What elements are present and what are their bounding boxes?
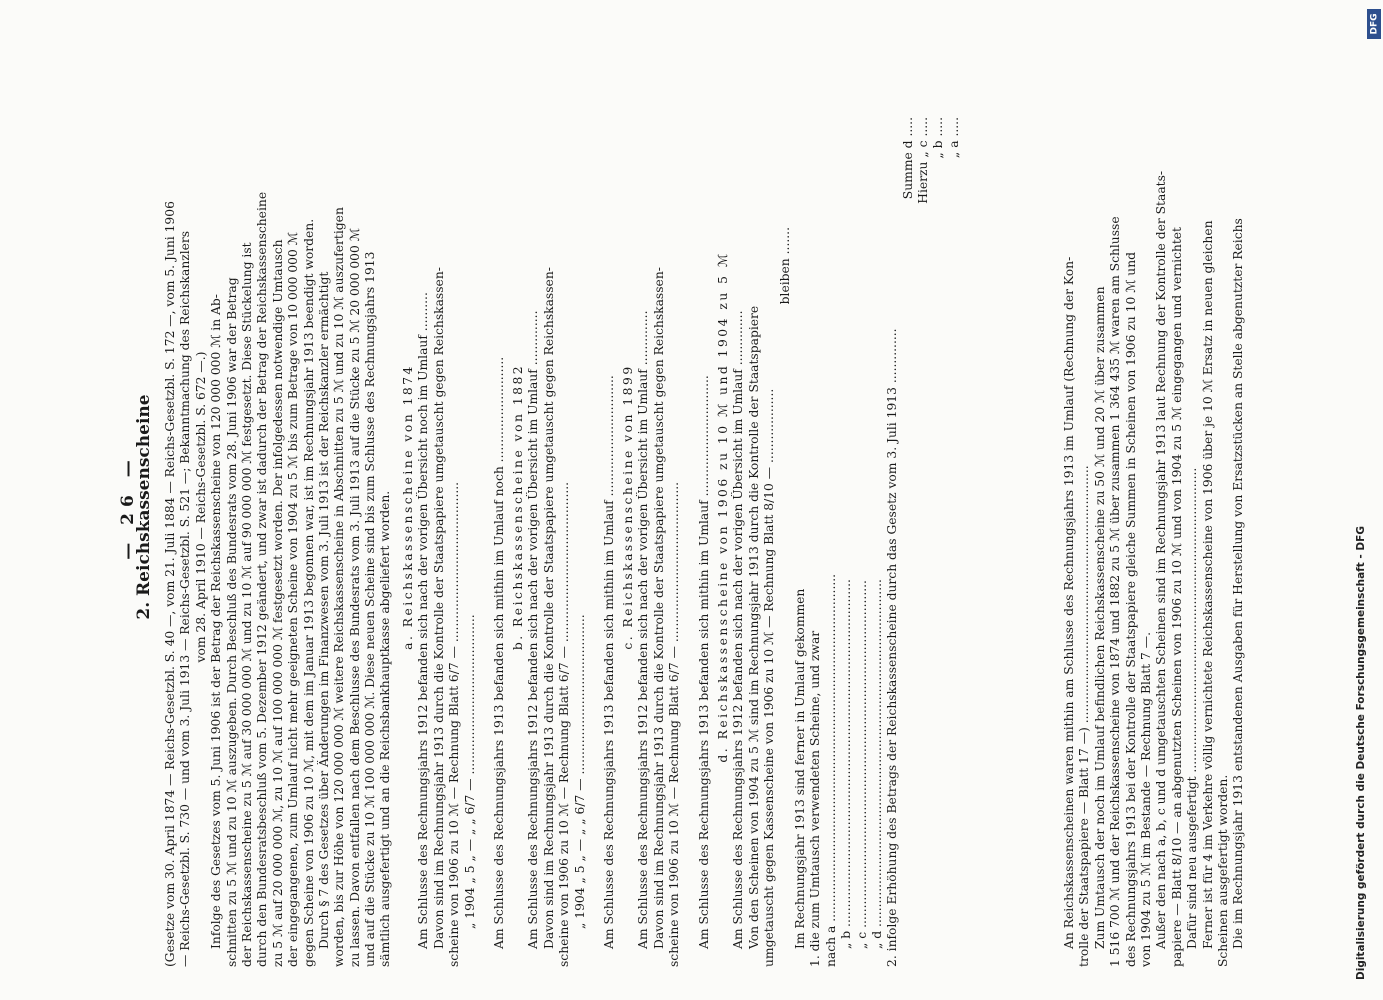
- text-line: Durch § 7 des Gesetzes über Änderungen im Finanzwesen vom 3. Juli 1913 ist der Reichskanzler ermächtigt: [316, 271, 331, 949]
- text-line: 1 516 700 ℳ und der Reichskassenscheine von 1874 und 1882 zu 5 ℳ über zusammen 1 364 435 ℳ waren am Schlusse: [1108, 216, 1123, 967]
- text-line: trolle der Staatspapiere — Blatt 17 —) ..................................................................: [1077, 465, 1092, 967]
- text-line: Hierzu „ c .....: [916, 117, 931, 204]
- text-line: vom 28. April 1910 — Reichs-Gesetzbl. S. 672 —.): [193, 351, 208, 663]
- closing-block: [1062, 47, 1262, 967]
- text-line: worden, bis zur Höhe von 120 000 000 ℳ weitere Reichskassenscheine in Abschnitten zu 5 ℳ und zu 10 ℳ auszufertigen: [332, 207, 347, 967]
- text-line: scheine von 1906 zu 10 ℳ — Rechnung Blatt 6/7 — .........................................: [557, 481, 572, 967]
- text-line: Davon sind im Rechnungsjahr 1913 durch die Kontrolle der Staatspapiere umgetauscht gegen Reichskassen-: [431, 267, 446, 949]
- text-line: „ 1904 „ 5 „ — „ „ 6/7 — .........................................: [572, 614, 587, 929]
- text-line: des Rechnungsjahrs 1913 bei der Kontrolle der Staatspapiere gleiche Summen in Scheinen von 1906 zu 10 ℳ und: [1123, 252, 1138, 967]
- text-line: Dafür sind neu ausgefertigt ..............................................................................: [1185, 467, 1200, 949]
- section-heading: c. Reichskassenscheine von 1899: [621, 364, 635, 650]
- text-line: umgetauscht gegen Kassenscheine von 1906 zu 10 ℳ — Rechnung Blatt 8/10 — ...................: [762, 388, 777, 967]
- text-line: von 1904 zu 5 ℳ im Bestande — Rechnung Blatt 7 —.: [1138, 632, 1153, 967]
- text-line: 2. infolge Erhöhung des Betrags der Reichskassenscheine durch das Gesetz vom 3. Juli 1913 ..............: [885, 328, 900, 967]
- text-line: Summe d .....: [900, 117, 915, 200]
- text-line: Ferner ist für 4 im Verkehre völlig vernichtete Reichskassenscheine von 1906 über je 10 ℳ Ersatz in neuen gleichen: [1200, 220, 1215, 949]
- dfg-logo-text: DFG: [1369, 13, 1380, 35]
- text-line: Am Schlusse des Rechnungsjahrs 1913 befanden sich mithin im Umlauf noch ...........................: [491, 356, 506, 949]
- text-line: zu lassen. Davon entfallen nach dem Beschlusse des Bundesrats vom 3. Juli 1913 auf die Stücke zu 5 ℳ 20 000 000 ℳ: [347, 228, 362, 967]
- text-line: Zum Umtausch der noch im Umlauf befindlichen Reichskassenscheine zu 50 ℳ und 20 ℳ über zusammen: [1092, 286, 1107, 949]
- intro-text: [163, 47, 394, 967]
- text-line: durch den Bundesratsbeschluß vom 5. Dezember 1912 geändert, und zwar ist dadurch der Betrag der Reichskassenscheine: [255, 191, 270, 967]
- text-line: An Reichskassenscheinen waren mithin am Schlusse des Rechnungsjahrs 1913 im Umlauf (Rechnung der Kon-: [1062, 256, 1076, 949]
- page-number: — 26 —: [118, 454, 138, 560]
- text-line: sämtlich ausgefertigt und an die Reichsbankhauptkasse abgeliefert worden.: [378, 490, 393, 967]
- section-heading: a. Reichskassenscheine von 1874: [401, 364, 415, 650]
- text-line: 1. die zum Umtausch verwendeten Scheine, und zwar: [808, 630, 823, 967]
- text-line: „ c .........................................................................................: [854, 580, 869, 949]
- text-line: Von den Scheinen von 1904 zu 5 ℳ sind im Rechnungsjahr 1913 durch die Kontrolle der Staatspapiere: [746, 305, 761, 949]
- section-b: [511, 47, 617, 967]
- text-line: und auf die Stücke zu 10 ℳ 100 000 000 ℳ. Diese neuen Scheine sind bis zum Schlusse des Rechnungsjahrs 1913: [363, 251, 378, 967]
- text-line: Am Schlusse des Rechnungsjahrs 1912 befanden sich nach der vorigen Übersicht im Umlauf ..............: [526, 310, 541, 949]
- text-line: bleiben .......: [777, 227, 792, 305]
- digitization-note: Digitalisierung gefördert durch die Deutsche Forschungsgemeinschaft - DFG: [1355, 526, 1367, 980]
- text-line: Außer den nach a, b, c und d umgetauschten Scheinen sind im Rechnungsjahr 1913 laut Rechnung der Kontrolle der Staats-: [1154, 170, 1169, 949]
- text-line: scheine von 1906 zu 10 ℳ — Rechnung Blatt 6/7 — .........................................: [447, 481, 462, 967]
- text-line: schnitten zu 5 ℳ und zu 10 ℳ auszugeben. Durch Beschluß des Bundesrats vom 28. Juni 1906 war der Betrag: [224, 277, 239, 967]
- text-line: Scheinen ausgefertigt worden.: [1215, 774, 1230, 967]
- section-title: 2. Reichskassenscheine: [134, 394, 154, 620]
- text-line: papiere — Blatt 8/10 — an abgenutzten Scheinen von 1906 zu 10 ℳ und von 1904 zu 5 ℳ eingegangen und vernichtet: [1169, 227, 1184, 967]
- text-line: Am Schlusse des Rechnungsjahrs 1913 befanden sich mithin im Umlauf ...............................: [601, 375, 616, 949]
- text-line: Am Schlusse des Rechnungsjahrs 1912 befanden sich nach der vorigen Übersicht im Umlauf ..............: [636, 310, 651, 949]
- text-line: Im Rechnungsjahr 1913 sind ferner in Umlauf gekommen: [792, 588, 807, 949]
- section-a: [401, 47, 507, 967]
- text-line: „ d .........................................................................................: [869, 579, 884, 949]
- text-line: „ b .........................................................................................: [839, 579, 854, 949]
- text-line: Davon sind im Rechnungsjahr 1913 durch die Kontrolle der Staatspapiere umgetauscht gegen Reichskassen-: [541, 267, 556, 949]
- text-line: Am Schlusse des Rechnungsjahrs 1912 befanden sich nach der vorigen Übersicht im Umlauf ..............: [731, 310, 746, 949]
- text-line: Am Schlusse des Rechnungsjahrs 1912 befanden sich nach der vorigen Übersicht noch im Umlauf ..........: [416, 292, 431, 949]
- text-line: Die im Rechnungsjahr 1913 entstandenen Ausgaben für Herstellung von Ersatzstücken an Stelle abgenutzter Reichs: [1231, 218, 1246, 949]
- text-line: der Reichskassenscheine zu 5 ℳ auf 30 000 000 ℳ und zu 10 ℳ auf 90 000 000 ℳ festgesetzt. Diese Stückelung ist: [239, 242, 254, 967]
- section-heading: b. Reichskassenscheine von 1882: [511, 363, 525, 651]
- text-line: Davon sind im Rechnungsjahr 1913 durch die Kontrolle der Staatspapiere umgetauscht gegen Reichskassen-: [651, 267, 666, 949]
- section-c: [621, 47, 712, 967]
- text-line: gegen Scheine von 1906 zu 10 ℳ, mit dem im Januar 1913 begonnen war, ist im Rechnungsjahr 1913 beendigt worden.: [301, 218, 316, 967]
- text-line: „ a .....: [946, 117, 961, 159]
- dfg-logo: [1367, 9, 1381, 39]
- text-line: der eingegangenen, zum Umlauf nicht mehr geeigneten Scheine von 1904 zu 5 ℳ bis zum Betrage von 10 000 000 ℳ: [286, 232, 301, 967]
- text-line: zu 5 ℳ auf 20 000 000 ℳ, zu 10 ℳ auf 100 000 000 ℳ festgesetzt worden. Der infolgedessen notwendige Umtausch: [270, 239, 285, 967]
- text-line: „ 1904 „ 5 „ — „ „ 6/7 — .........................................: [462, 614, 477, 929]
- text-line: Infolge des Gesetzes vom 5. Juni 1906 ist der Betrag der Reichskassenscheine von 120 000 000 ℳ in Ab-: [209, 294, 224, 949]
- text-line: — Reichs-Gesetzbl. S. 730 — und vom 3. Juli 1913 — Reichs-Gesetzbl. S. 521 —; Bekanntmachung des Reichskanzlers: [178, 230, 193, 967]
- text-line: Am Schlusse des Rechnungsjahrs 1913 befanden sich mithin im Umlauf ...............................: [696, 375, 711, 949]
- text-line: „ b .....: [931, 117, 946, 159]
- rotated-page: [118, 47, 966, 967]
- text-line: scheine von 1906 zu 10 ℳ — Rechnung Blatt 6/7 — .........................................: [667, 481, 682, 967]
- text-line: (Gesetze vom 30. April 1874 — Reichs-Gesetzbl. S. 40 —, vom 21. Juli 1884 — Reichs-Gesetzbl. S. 172 —, vom 5. Juni 1906: [163, 201, 177, 967]
- text-line: nach a .........................................................................................: [823, 573, 838, 967]
- section-heading: d. Reichskassenscheine von 1906 zu 10 ℳ und 1904 zu 5 ℳ: [716, 251, 730, 763]
- section-d: [716, 47, 962, 967]
